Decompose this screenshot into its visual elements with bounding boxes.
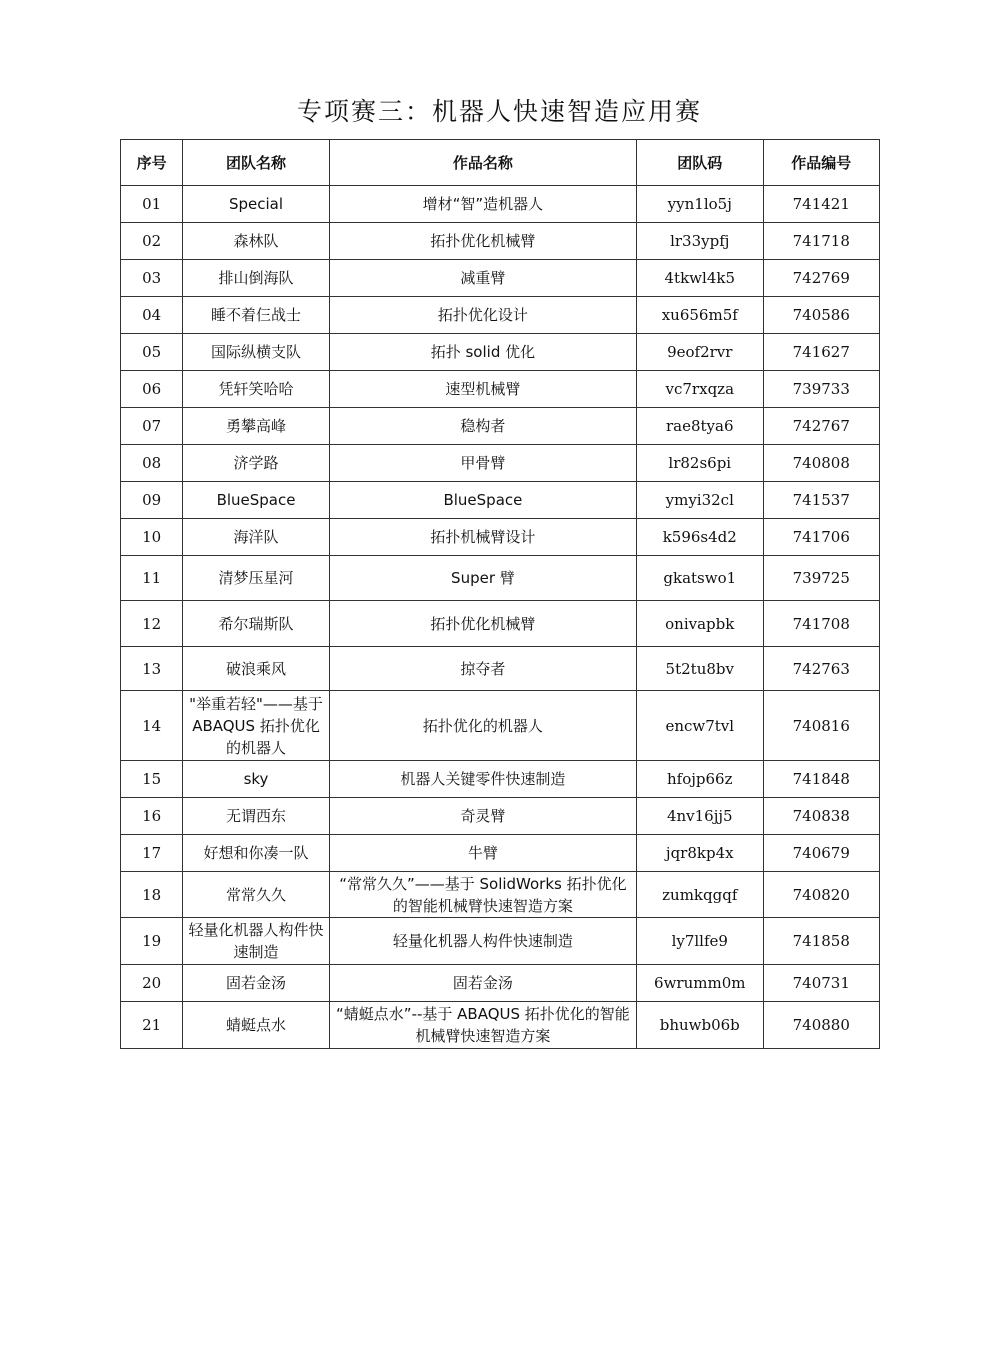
cell-code: gkatswo1 [637,556,764,601]
table-row [121,371,880,408]
cell-id: 741718 [763,223,879,260]
cell-team: 凭轩笑哈哈 [183,371,330,408]
cell-no: 15 [121,761,183,798]
header-no: 序号 [121,140,183,186]
cell-code: bhuwb06b [637,1002,764,1049]
table-row [121,297,880,334]
cell-work: 掠夺者 [329,647,636,691]
table-row [121,334,880,371]
cell-work: “常常久久”——基于 SolidWorks 拓扑优化的智能机械臂快速智造方案 [329,872,636,918]
cell-team: 希尔瑞斯队 [183,601,330,647]
cell-code: 9eof2rvr [637,334,764,371]
cell-team: 无谓西东 [183,798,330,835]
cell-team: 睡不着仨战士 [183,297,330,334]
cell-no: 12 [121,601,183,647]
table-row [121,408,880,445]
cell-team: 海洋队 [183,519,330,556]
cell-no: 18 [121,872,183,918]
cell-team: 轻量化机器人构件快速制造 [183,918,330,965]
cell-code: 4nv16jj5 [637,798,764,835]
cell-code: 5t2tu8bv [637,647,764,691]
cell-work: 稳构者 [329,408,636,445]
cell-no: 07 [121,408,183,445]
cell-id: 741537 [763,482,879,519]
cell-work: 拓扑优化设计 [329,297,636,334]
cell-team: 勇攀高峰 [183,408,330,445]
cell-code: hfojp66z [637,761,764,798]
table-row [121,186,880,223]
cell-team: 蜻蜓点水 [183,1002,330,1049]
cell-work: 减重臂 [329,260,636,297]
cell-id: 741421 [763,186,879,223]
header-id: 作品编号 [763,140,879,186]
cell-id: 740586 [763,297,879,334]
table-row [121,835,880,872]
cell-code: rae8tya6 [637,408,764,445]
table-row [121,556,880,601]
cell-work: 奇灵臂 [329,798,636,835]
table-row [121,798,880,835]
cell-id: 739725 [763,556,879,601]
cell-id: 740880 [763,1002,879,1049]
cell-work: 拓扑优化机械臂 [329,223,636,260]
cell-id: 740816 [763,691,879,761]
cell-id: 739733 [763,371,879,408]
cell-no: 04 [121,297,183,334]
table-row [121,761,880,798]
cell-work: Super 臂 [329,556,636,601]
cell-work: 速型机械臂 [329,371,636,408]
cell-no: 20 [121,965,183,1002]
table-row [121,519,880,556]
cell-work: 拓扑机械臂设计 [329,519,636,556]
cell-no: 14 [121,691,183,761]
table-row [121,445,880,482]
cell-no: 03 [121,260,183,297]
cell-no: 08 [121,445,183,482]
table-row [121,482,880,519]
cell-no: 11 [121,556,183,601]
cell-team: 常常久久 [183,872,330,918]
cell-team: "举重若轻"——基于 ABAQUS 拓扑优化的机器人 [183,691,330,761]
cell-work: 拓扑 solid 优化 [329,334,636,371]
table-row [121,647,880,691]
cell-team: 国际纵横支队 [183,334,330,371]
table-row [121,601,880,647]
cell-code: k596s4d2 [637,519,764,556]
cell-code: yyn1lo5j [637,186,764,223]
cell-work: 牛臂 [329,835,636,872]
cell-id: 741708 [763,601,879,647]
cell-code: ly7llfe9 [637,918,764,965]
table-row [121,965,880,1002]
cell-no: 17 [121,835,183,872]
table-row [121,918,880,965]
cell-no: 01 [121,186,183,223]
cell-no: 16 [121,798,183,835]
header-team: 团队名称 [183,140,330,186]
cell-work: 机器人关键零件快速制造 [329,761,636,798]
cell-team: 森林队 [183,223,330,260]
table-header-row [121,140,880,186]
cell-no: 06 [121,371,183,408]
cell-code: ymyi32cl [637,482,764,519]
cell-id: 741706 [763,519,879,556]
cell-work: BlueSpace [329,482,636,519]
cell-no: 02 [121,223,183,260]
cell-team: 清梦压星河 [183,556,330,601]
cell-code: onivapbk [637,601,764,647]
cell-no: 05 [121,334,183,371]
cell-team: 破浪乘风 [183,647,330,691]
cell-code: xu656m5f [637,297,764,334]
page-title: 专项赛三：机器人快速智造应用赛 [296,97,702,126]
cell-id: 742767 [763,408,879,445]
cell-code: 6wrumm0m [637,965,764,1002]
cell-code: zumkqgqf [637,872,764,918]
header-work: 作品名称 [329,140,636,186]
cell-team: 固若金汤 [183,965,330,1002]
cell-work: 甲骨臂 [329,445,636,482]
header-code: 团队码 [637,140,764,186]
cell-team: 排山倒海队 [183,260,330,297]
cell-no: 13 [121,647,183,691]
cell-team: 好想和你凑一队 [183,835,330,872]
cell-id: 741858 [763,918,879,965]
cell-id: 741848 [763,761,879,798]
cell-code: 4tkwl4k5 [637,260,764,297]
cell-code: lr82s6pi [637,445,764,482]
cell-id: 740820 [763,872,879,918]
cell-team: 济学路 [183,445,330,482]
table-body [121,186,880,1049]
cell-id: 740808 [763,445,879,482]
cell-work: 固若金汤 [329,965,636,1002]
cell-team: BlueSpace [183,482,330,519]
cell-team: Special [183,186,330,223]
cell-no: 09 [121,482,183,519]
cell-work: 增材“智”造机器人 [329,186,636,223]
table-row [121,1002,880,1049]
table-row [121,260,880,297]
table-row [121,872,880,918]
cell-code: encw7tvl [637,691,764,761]
cell-code: lr33ypfj [637,223,764,260]
results-table [120,139,880,1049]
cell-no: 19 [121,918,183,965]
cell-work: “蜻蜓点水”--基于 ABAQUS 拓扑优化的智能机械臂快速智造方案 [329,1002,636,1049]
cell-work: 拓扑优化的机器人 [329,691,636,761]
cell-team: sky [183,761,330,798]
cell-id: 741627 [763,334,879,371]
cell-id: 742763 [763,647,879,691]
table-row [121,691,880,761]
cell-no: 10 [121,519,183,556]
cell-id: 740731 [763,965,879,1002]
cell-work: 拓扑优化机械臂 [329,601,636,647]
cell-id: 742769 [763,260,879,297]
cell-id: 740838 [763,798,879,835]
cell-work: 轻量化机器人构件快速制造 [329,918,636,965]
table-row [121,223,880,260]
cell-code: jqr8kp4x [637,835,764,872]
cell-code: vc7rxqza [637,371,764,408]
cell-id: 740679 [763,835,879,872]
cell-no: 21 [121,1002,183,1049]
